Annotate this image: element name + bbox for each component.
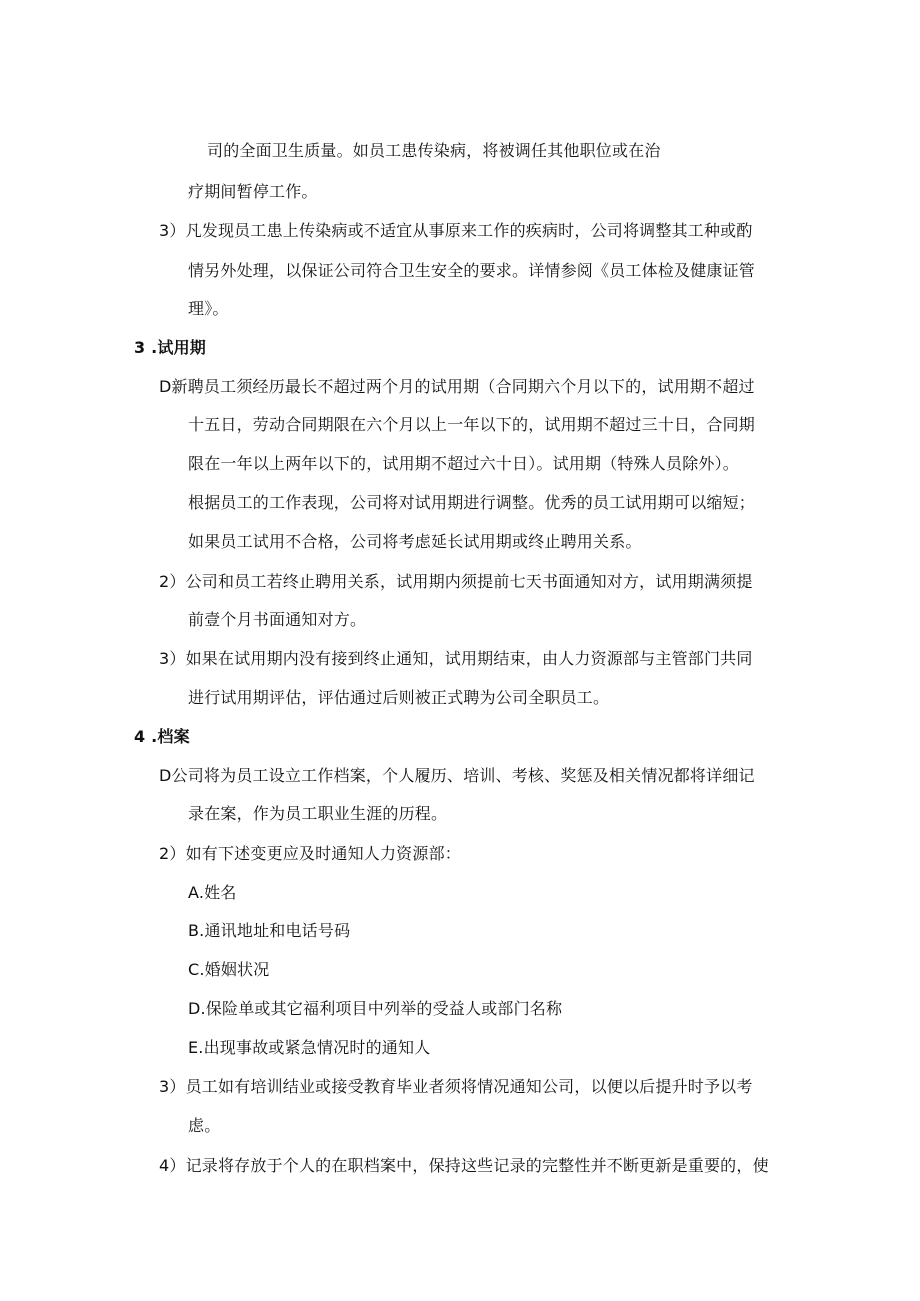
list-item-2-line: 2）如有下述变更应及时通知人力资源部： [159,844,461,863]
list-item-1-line: 十五日，劳动合同期限在六个月以上一年以下的，试用期不超过三十日，合同期 [188,415,756,434]
list-item-1-line: 如果员工试用不合格，公司将考虑延长试用期或终止聘用关系。 [188,532,642,551]
sub-item: A.姓名 [188,883,237,902]
list-item-1-line: 录在案，作为员工职业生涯的历程。 [188,804,448,823]
list-item-3-line: 理》。 [188,299,229,318]
list-item-1-line: 限在一年以上两年以下的，试用期不超过六十日）。试用期（特殊人员除外）。 [188,454,740,473]
list-item-3-line: 情另外处理，以保证公司符合卫生安全的要求。详情参阅《员工体检及健康证管 [188,261,756,280]
list-item-3-line: 3）员工如有培训结业或接受教育毕业者须将情况通知公司，以便以后提升时予以考 [159,1077,753,1096]
list-item-2-line: 2）公司和员工若终止聘用关系，试用期内须提前七天书面通知对方，试用期满须提 [159,572,753,591]
paragraph-line: 疗期间暂停工作。 [188,182,318,201]
sub-item: E.出现事故或紧急情况时的通知人 [188,1038,431,1057]
list-item-3-line: 3）如果在试用期内没有接到终止通知，试用期结束，由人力资源部与主管部门共同 [159,649,753,668]
list-item-1-line: 根据员工的工作表现，公司将对试用期进行调整。优秀的员工试用期可以缩短； [188,493,756,512]
sub-item: D.保险单或其它福利项目中列举的受益人或部门名称 [188,999,563,1018]
list-item-1-line: D新聘员工须经历最长不超过两个月的试用期（合同期六个月以下的，试用期不超过 [159,377,755,396]
section-heading-probation: 3 .试用期 [134,338,206,357]
list-item-1-line: D公司将为员工设立工作档案，个人履历、培训、考核、奖惩及相关情况都将详细记 [159,766,755,785]
list-item-2-line: 前壹个月书面通知对方。 [188,610,367,629]
list-item-3-line: 3）凡发现员工患上传染病或不适宜从事原来工作的疾病时，公司将调整其工种或酌 [159,221,753,240]
paragraph-line: 司的全面卫生质量。如员工患传染病，将被调任其他职位或在治 [207,141,661,160]
sub-item: C.婚姻状况 [188,960,270,979]
section-heading-records: 4 .档案 [134,727,190,746]
list-item-3-line: 进行试用期评估，评估通过后则被正式聘为公司全职员工。 [188,688,610,707]
list-item-4-line: 4）记录将存放于个人的在职档案中，保持这些记录的完整性并不断更新是重要的，使 [159,1156,769,1175]
sub-item: B.通讯地址和电话号码 [188,921,351,940]
list-item-3-line: 虑。 [188,1116,221,1135]
